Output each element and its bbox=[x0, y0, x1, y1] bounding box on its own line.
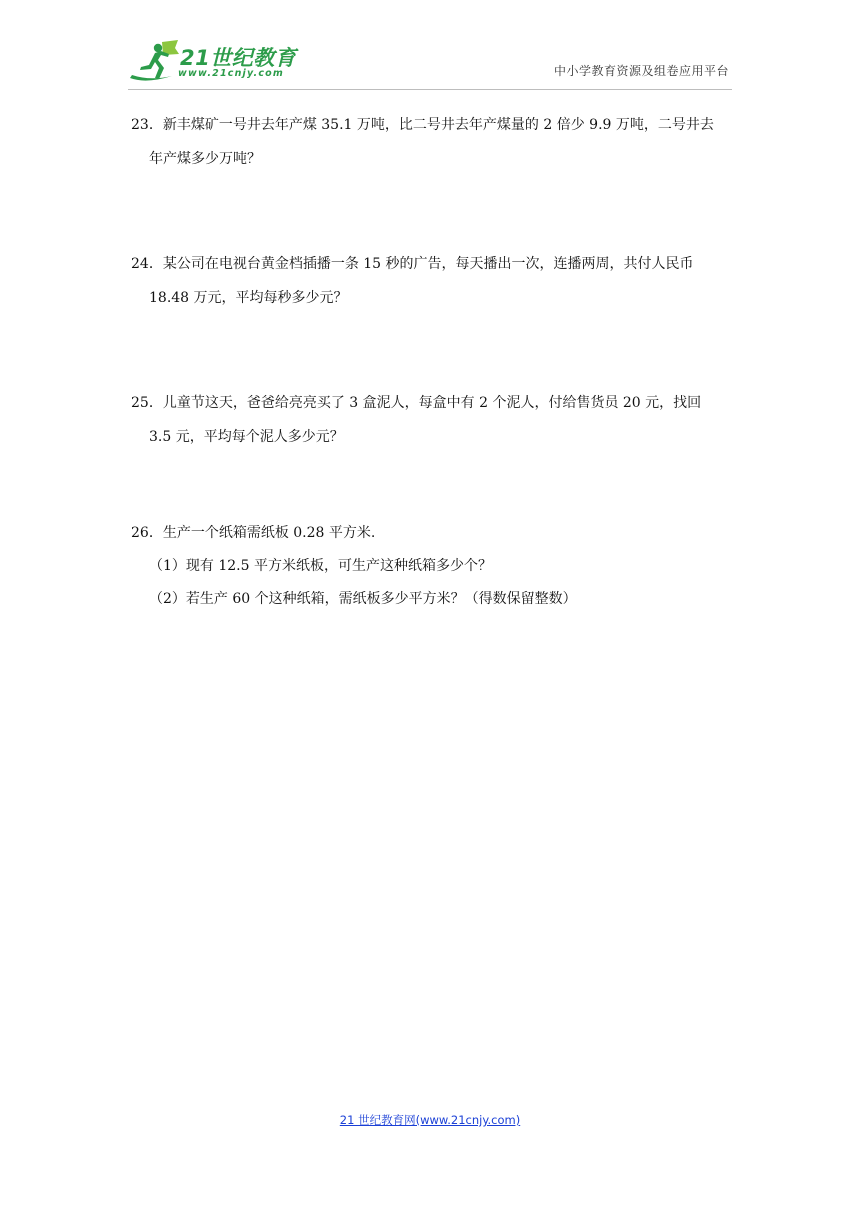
question-line: 生产一个纸箱需纸板 0.28 平方米. bbox=[162, 525, 376, 541]
question-text bbox=[131, 386, 731, 420]
sub-question-2: （2）若生产 60 个这种纸箱，需纸板多少平方米？（得数保留整数） bbox=[149, 591, 577, 607]
question-25 bbox=[131, 386, 731, 517]
question-text bbox=[131, 247, 731, 281]
logo-url: www.21cnjy.com bbox=[178, 68, 284, 79]
question-number: 23． bbox=[131, 117, 163, 133]
question-23 bbox=[131, 108, 731, 247]
sub-question-1: （1）现有 12.5 平方米纸板，可生产这种纸箱多少个？ bbox=[149, 558, 492, 574]
question-number: 24． bbox=[131, 256, 163, 272]
question-text bbox=[131, 517, 731, 550]
question-number: 25． bbox=[131, 395, 163, 411]
page-header bbox=[0, 0, 860, 100]
footer-link[interactable]: 21 世纪教育网(www.21cnjy.com) bbox=[339, 1113, 521, 1127]
header-divider bbox=[128, 89, 732, 90]
question-text bbox=[131, 108, 731, 142]
logo-title: 21世纪教育 bbox=[180, 46, 297, 70]
question-line: 新丰煤矿一号井去年产煤 35.1 万吨，比二号井去年产煤量的 2 倍少 9.9 万吨，二号井去 bbox=[162, 117, 714, 133]
question-26 bbox=[131, 517, 731, 616]
runner-logo-icon bbox=[128, 38, 180, 84]
question-line: 儿童节这天，爸爸给亮亮买了 3 盒泥人，每盒中有 2 个泥人，付给售货员 20 元，找回 bbox=[162, 395, 702, 411]
page-footer bbox=[0, 1112, 860, 1128]
question-line-cont: 18.48 万元，平均每秒多少元？ bbox=[149, 290, 348, 306]
site-logo[interactable] bbox=[128, 38, 298, 84]
question-line-cont: 3.5 元，平均每个泥人多少元？ bbox=[149, 429, 344, 445]
question-24 bbox=[131, 247, 731, 386]
platform-tagline: 中小学教育资源及组卷应用平台 bbox=[553, 64, 729, 78]
question-number: 26． bbox=[131, 525, 163, 541]
question-list bbox=[131, 108, 731, 616]
question-line: 某公司在电视台黄金档插播一条 15 秒的广告，每天播出一次，连播两周，共付人民币 bbox=[162, 256, 694, 272]
question-line-cont: 年产煤多少万吨？ bbox=[149, 151, 261, 167]
